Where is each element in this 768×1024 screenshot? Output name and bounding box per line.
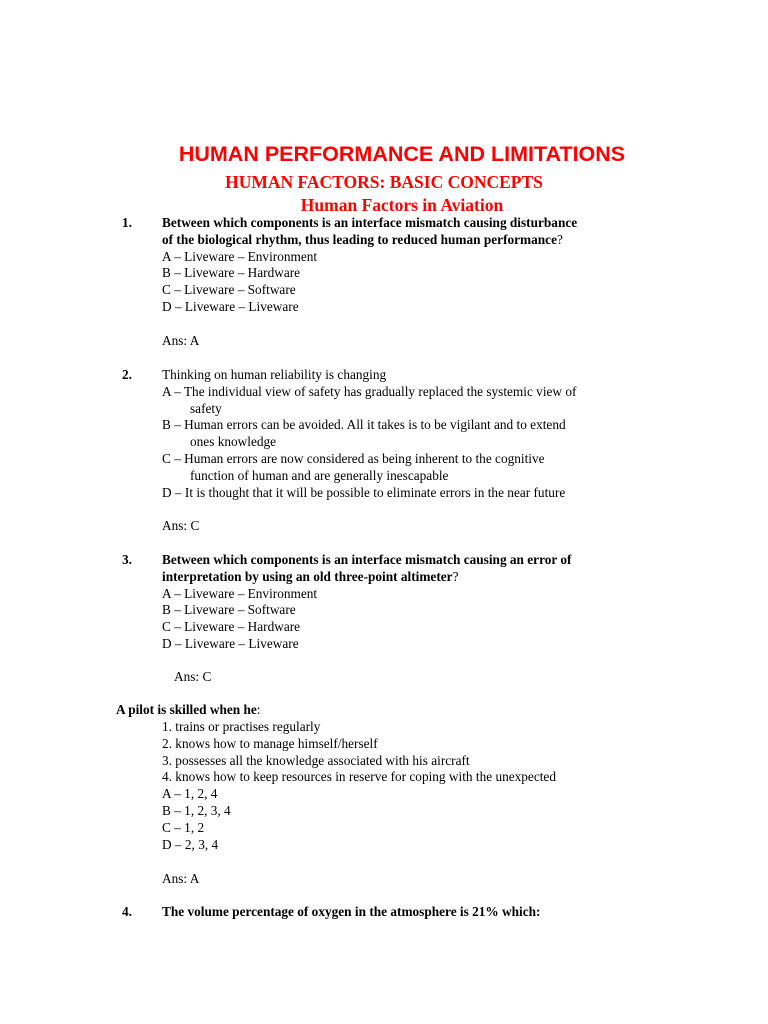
option-c: C – Human errors are now considered as being inherent to the cognitive (162, 450, 545, 466)
option-d: D – Liveware – Liveware (162, 635, 299, 651)
option-a: A – Liveware – Environment (162, 248, 318, 264)
statement-4: 4. knows how to keep resources in reserve for coping with the unexpected (162, 769, 556, 785)
main-title: HUMAN PERFORMANCE AND LIMITATIONS (178, 142, 626, 166)
question-body (162, 367, 662, 501)
question-body (162, 552, 662, 653)
question-text: The volume percentage of oxygen in the atmosphere is 21% which: (162, 904, 541, 919)
question-number: 1. (122, 215, 132, 230)
question-body (162, 904, 662, 921)
statement-1: 1. trains or practises regularly (162, 719, 321, 734)
question-text-line1: Between which components is an interface mismatch causing an error of (162, 552, 572, 567)
option-c: C – Liveware – Hardware (162, 619, 301, 635)
answer-pilot-skill: Ans: A (162, 871, 200, 886)
question-mark: ? (452, 568, 459, 584)
subsection-title: Human Factors in Aviation (300, 195, 504, 215)
statement-3: 3. possesses all the knowledge associated with his aircraft (162, 752, 470, 768)
answer-3: Ans: C (174, 669, 212, 684)
option-c: C – Liveware – Software (162, 282, 296, 298)
question-text-line2: of the biological rhythm, thus leading to reduced human performance (162, 231, 557, 247)
question-mark: ? (556, 231, 563, 247)
option-c: C – 1, 2 (162, 819, 205, 835)
option-b: B – Liveware – Hardware (162, 265, 301, 281)
option-a: A – 1, 2, 4 (162, 786, 218, 802)
section-title: HUMAN FACTORS: BASIC CONCEPTS (225, 172, 543, 192)
option-a-cont: safety (190, 400, 222, 416)
option-b-cont: ones knowledge (190, 434, 277, 450)
question-text: Thinking on human reliability is changing (162, 367, 387, 382)
statement-2: 2. knows how to manage himself/herself (162, 735, 378, 751)
answer-1: Ans: A (162, 333, 200, 348)
option-d: D – 2, 3, 4 (162, 836, 219, 852)
question-body (162, 215, 662, 316)
option-a: A – The individual view of safety has gradually replaced the systemic view of (162, 383, 577, 399)
question-text-line1: Between which components is an interface mismatch causing disturbance (162, 215, 578, 230)
question-number: 4. (122, 904, 132, 919)
option-b: B – 1, 2, 3, 4 (162, 802, 231, 818)
answer-2: Ans: C (162, 518, 200, 533)
question-text-line2: interpretation by using an old three-point altimeter (162, 568, 453, 584)
question-body (162, 719, 662, 853)
question-text: A pilot is skilled when he: (116, 702, 261, 717)
option-a: A – Liveware – Environment (162, 585, 318, 601)
question-number: 2. (122, 367, 132, 382)
question-number: 3. (122, 552, 132, 567)
option-d: D – Liveware – Liveware (162, 298, 299, 314)
option-b: B – Human errors can be avoided. All it takes is to be vigilant and to extend (162, 417, 566, 433)
option-d: D – It is thought that it will be possible to eliminate errors in the near future (162, 484, 566, 500)
option-b: B – Liveware – Software (162, 602, 296, 618)
option-c-cont: function of human and are generally inescapable (190, 467, 449, 483)
